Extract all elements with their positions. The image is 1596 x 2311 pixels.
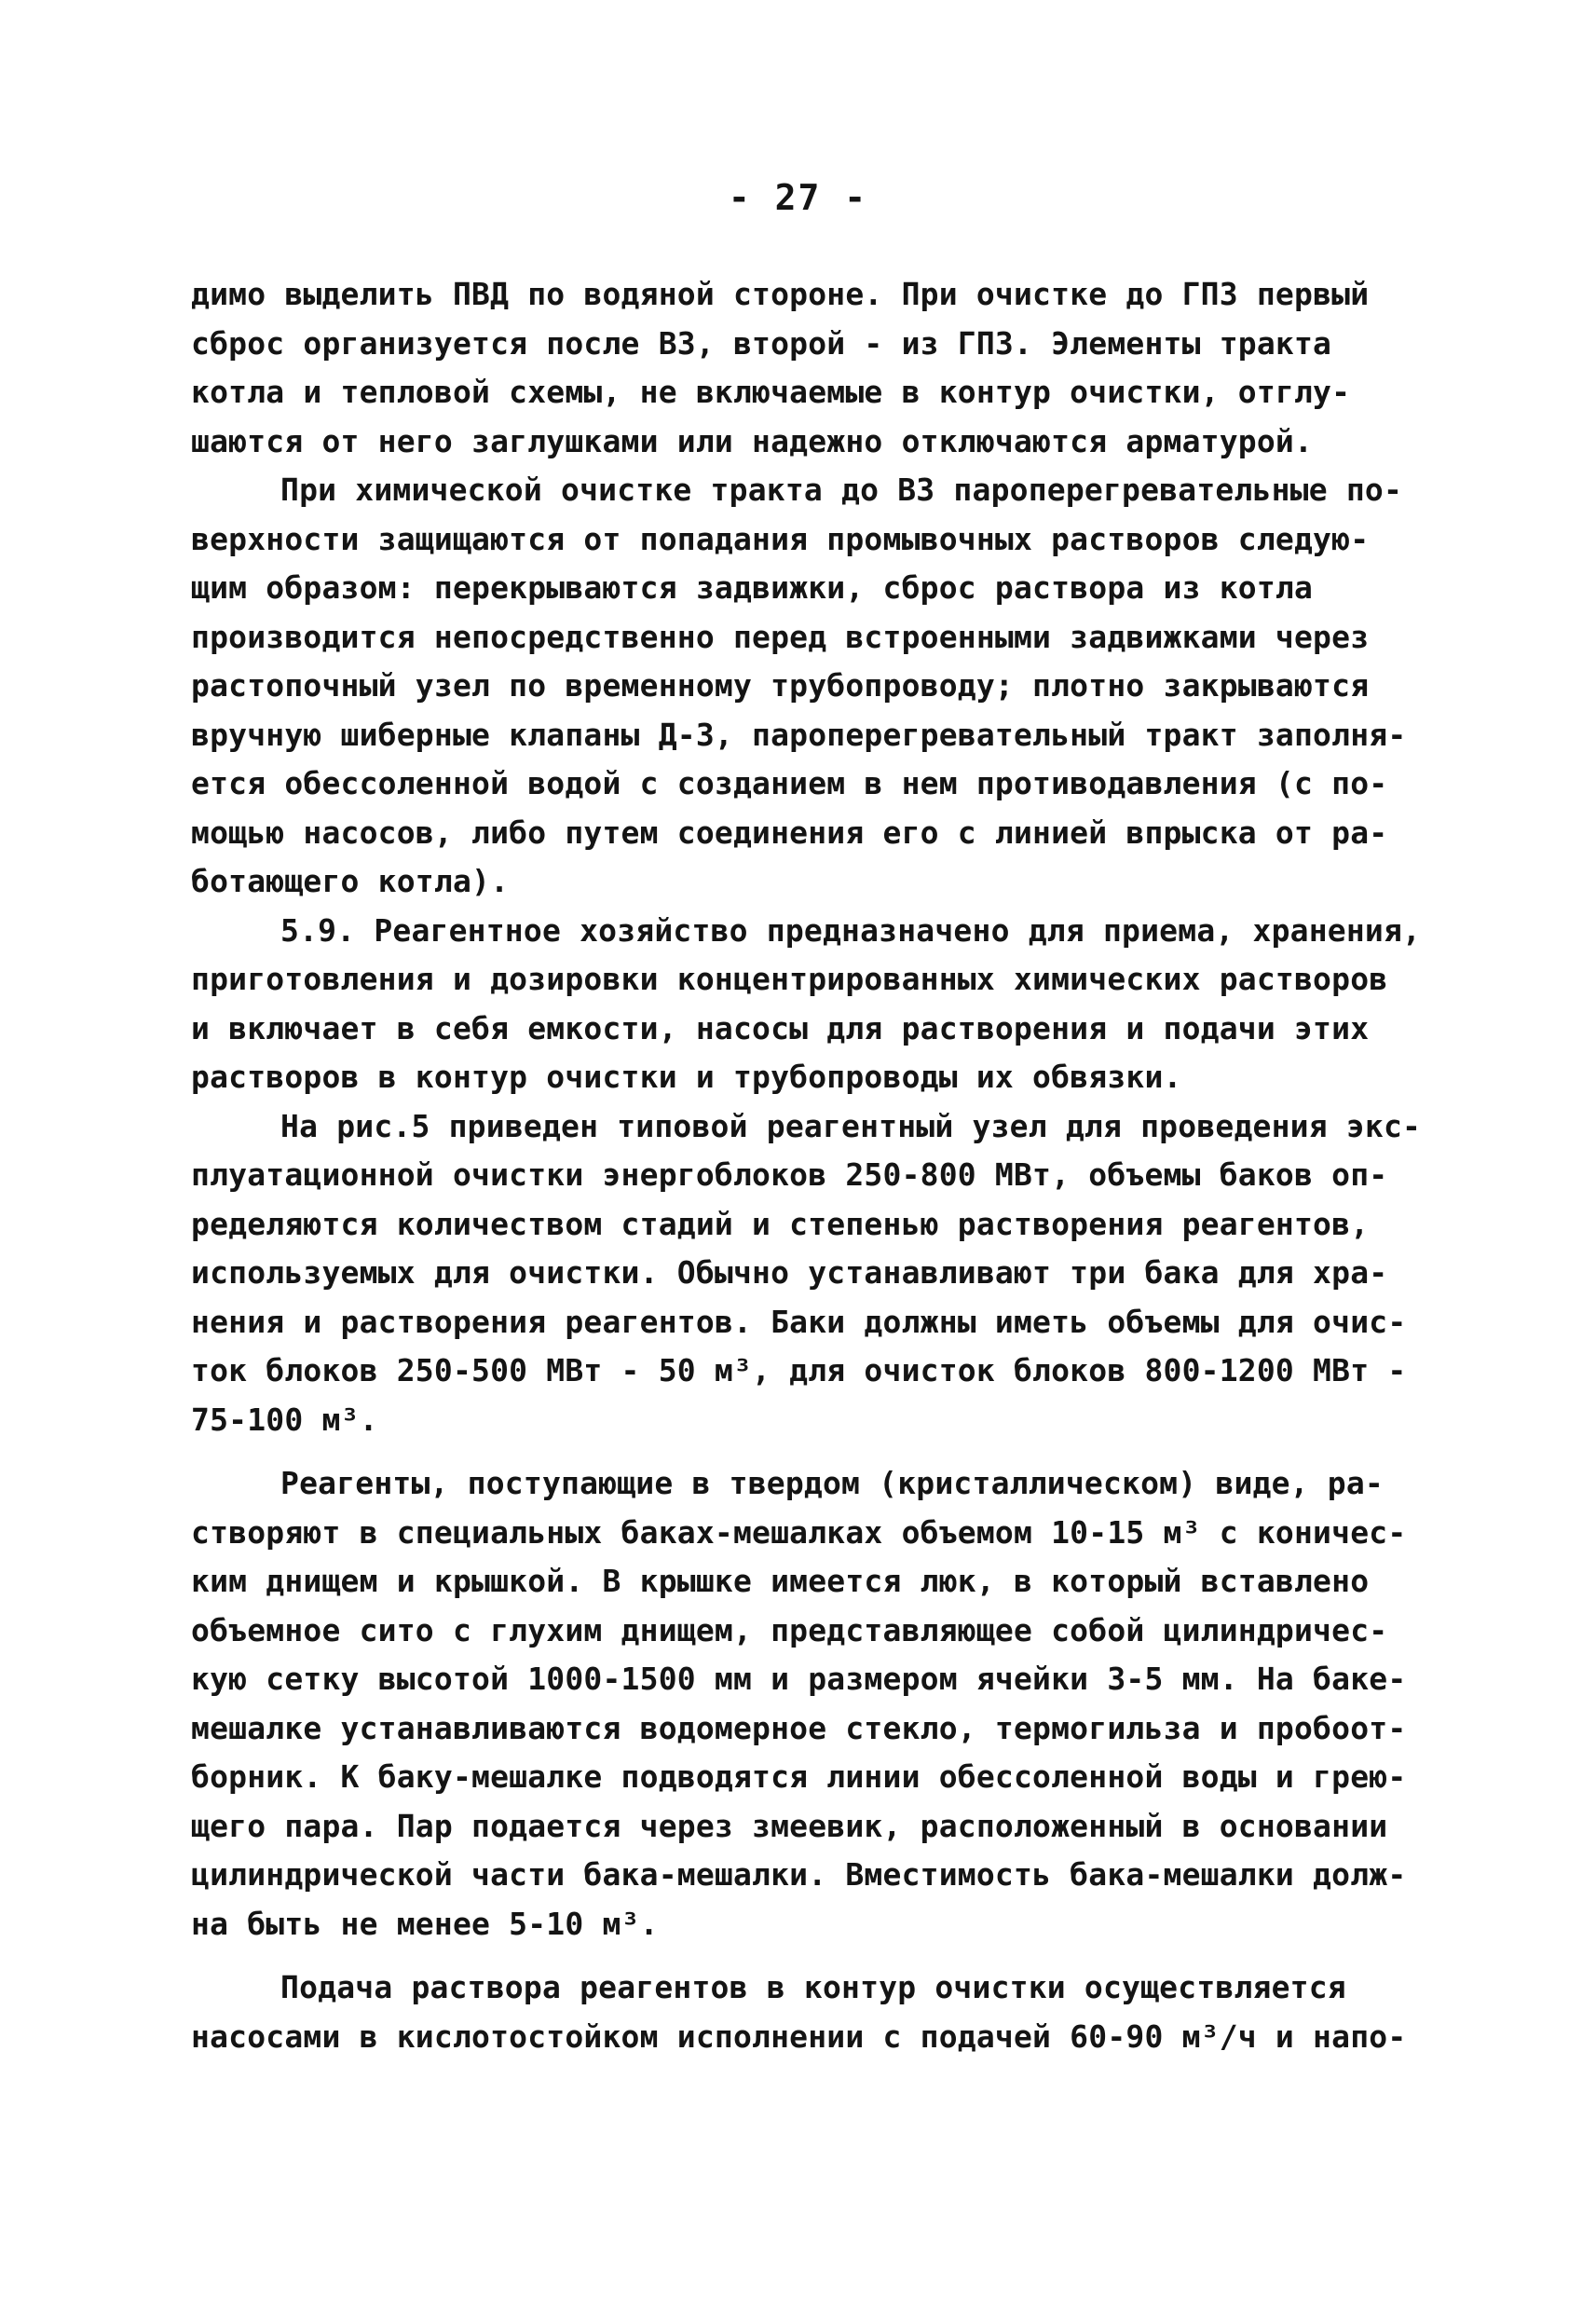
- text-line: Реагенты, поступающие в твердом (кристаллическом) виде, ра-: [280, 1465, 1384, 1501]
- text-line: щим образом: перекрываются задвижки, сброс раствора из котла: [191, 569, 1314, 606]
- text-line: нения и растворения реагентов. Баки должны иметь объемы для очис-: [191, 1303, 1407, 1340]
- text-line: цилиндрической части бака-мешалки. Вместимость бака-мешалки долж-: [191, 1856, 1407, 1893]
- paragraph: [191, 907, 1458, 1102]
- text-line: котла и тепловой схемы, не включаемые в контур очистки, отглу-: [191, 374, 1351, 410]
- body-text: [191, 270, 1458, 2061]
- text-line: объемное сито с глухим днищем, представляющее собой цилиндричес-: [191, 1611, 1388, 1648]
- text-line: насосами в кислотостойком исполнении с подачей 60-90 м³/ч и напо-: [191, 2017, 1407, 2055]
- paragraph: [191, 466, 1458, 907]
- text-line: мешалке устанавливаются водомерное стекло, термогильза и пробоот-: [191, 1709, 1407, 1746]
- paragraph-gap: [191, 1444, 1458, 1459]
- text-line: ким днищем и крышкой. В крышке имеется люк, в который вставлено: [191, 1563, 1370, 1599]
- text-line: На рис.5 приведен типовой реагентный узел для проведения экс-: [280, 1107, 1422, 1144]
- text-line: растворов в контур очистки и трубопроводы их обвязки.: [191, 1059, 1182, 1095]
- text-line: растопочный узел по временному трубопроводу; плотно закрываются: [191, 667, 1370, 704]
- text-line: 75-100 м³.: [191, 1401, 378, 1438]
- text-line: используемых для очистки. Обычно устанавливают три бака для хра-: [191, 1254, 1388, 1291]
- text-line: верхности защищаются от попадания промывочных растворов следую-: [191, 520, 1370, 557]
- text-line: мощью насосов, либо путем соединения его с линией впрыска от ра-: [191, 814, 1388, 851]
- text-line: щего пара. Пар подается через змеевик, расположенный в основании: [191, 1807, 1388, 1844]
- text-line: При химической очистке тракта до ВЗ пароперегревательные по-: [280, 472, 1403, 508]
- text-line: шаются от него заглушками или надежно отключаются арматурой.: [191, 422, 1314, 459]
- page-number: - 27 -: [728, 177, 868, 218]
- text-line: димо выделить ПВД по водяной стороне. При очистке до ГПЗ первый: [191, 276, 1370, 312]
- text-line: кую сетку высотой 1000-1500 мм и размером ячейки 3-5 мм. На баке-: [191, 1661, 1407, 1697]
- text-line: 5.9. Реагентное хозяйство предназначено для приема, хранения,: [280, 911, 1422, 949]
- text-line: ределяются количеством стадий и степенью растворения реагентов,: [191, 1205, 1370, 1242]
- text-line: плуатационной очистки энергоблоков 250-800 МВт, объемы баков оп-: [191, 1156, 1388, 1193]
- text-line: борник. К баку-мешалке подводятся линии обессоленной воды и грею-: [191, 1758, 1407, 1795]
- text-line: сброс организуется после ВЗ, второй - из ГПЗ. Элементы тракта: [191, 324, 1332, 362]
- text-line: ток блоков 250-500 МВт - 50 м³, для очисток блоков 800-1200 МВт -: [191, 1352, 1407, 1388]
- text-line: вручную шиберные клапаны Д-3, пароперегревательный тракт заполня-: [191, 716, 1407, 753]
- text-line: производится непосредственно перед встроенными задвижками через: [191, 618, 1370, 655]
- paragraph: [191, 270, 1458, 466]
- text-line: ется обессоленной водой с созданием в нем противодавления (с по-: [191, 765, 1388, 801]
- paragraph: [191, 1459, 1458, 1949]
- text-line: створяют в специальных баках-мешалках объемом 10-15 м³ с коничес-: [191, 1513, 1407, 1551]
- text-line: и включает в себя емкости, насосы для растворения и подачи этих: [191, 1009, 1370, 1046]
- text-line: ботающего котла).: [191, 863, 510, 899]
- paragraph: [191, 1963, 1458, 2061]
- paragraph: [191, 1102, 1458, 1445]
- text-line: Подача раствора реагентов в контур очистки осуществляется: [280, 1969, 1346, 2005]
- paragraph-gap: [191, 1949, 1458, 1963]
- text-line: на быть не менее 5-10 м³.: [191, 1905, 659, 1942]
- text-line: приготовления и дозировки концентрированных химических растворов: [191, 961, 1388, 997]
